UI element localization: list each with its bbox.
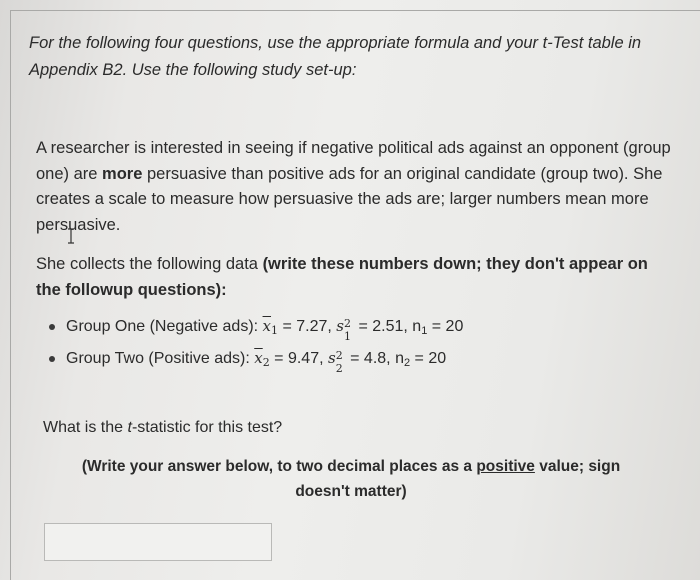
- group-one-variance-value: = 2.51,: [358, 318, 408, 335]
- group-two-mean-symbol: [254, 349, 269, 367]
- answer-input[interactable]: [44, 523, 272, 561]
- intro-line-2: Appendix B2. Use the following study set-up:: [29, 61, 357, 79]
- bullet-icon: [49, 324, 55, 330]
- group-two-n-index: 2: [403, 357, 411, 369]
- group-one-mean-letter: $\overline{x}$: [262, 317, 272, 335]
- group-two-n-value: = 20: [410, 350, 447, 367]
- text-cursor-icon: [67, 228, 75, 244]
- question-text-italic: t: [127, 419, 132, 436]
- group-two-variance-symbol: [327, 349, 346, 375]
- group-one-n-value: = 20: [427, 318, 464, 335]
- group-two-variance-letter: s: [327, 349, 336, 367]
- group-one-mean-symbol: [263, 317, 278, 335]
- group-one-variance-scripts: [344, 317, 354, 343]
- group-one-label: Group One (Negative ads):: [66, 318, 259, 335]
- bullet-icon: [49, 356, 55, 362]
- group-two-mean-index: 2: [262, 356, 270, 369]
- question-text: [43, 416, 282, 440]
- group-one-n-index: 1: [421, 325, 428, 337]
- group-one-variance-letter: s: [336, 317, 344, 335]
- group-two-item: [46, 345, 463, 377]
- group-one-variance-power: 2: [344, 317, 351, 330]
- group-two-variance-scripts: [335, 349, 346, 375]
- group-one-mean-index: 1: [271, 324, 279, 337]
- group-one-mean-value: = 7.27,: [282, 318, 332, 335]
- group-one-variance-index: 1: [344, 330, 351, 343]
- group-two-variance-power: 2: [335, 349, 343, 362]
- group-one-n: [412, 318, 463, 335]
- data-intro-paragraph: [36, 252, 676, 303]
- question-text-after: -statistic for this test?: [131, 419, 283, 436]
- intro-text: [29, 30, 679, 84]
- answer-instructions: [56, 454, 646, 504]
- group-two-label: Group Two (Positive ads):: [66, 350, 250, 367]
- group-two-mean-value: = 9.47,: [274, 350, 324, 367]
- instructions-underlined: positive: [476, 458, 535, 475]
- question-text-before: What is the: [43, 419, 128, 436]
- group-one-item: [46, 313, 463, 345]
- group-two-variance-value: = 4.8,: [350, 350, 391, 367]
- group-one-n-letter: n: [412, 318, 422, 335]
- group-two-mean-letter: $\overline{x}$: [254, 349, 263, 367]
- instructions-after: value; sign doesn't matter): [295, 458, 621, 500]
- intro-line-1: For the following four questions, use the appropriate formula and your t-Test table in: [29, 34, 642, 52]
- group-two-n-letter: n: [395, 350, 404, 367]
- scenario-part-1: A researcher is interested in seeing if negative political ads against an opponent (group one) are: [36, 139, 671, 183]
- group-two-n: [395, 350, 446, 367]
- scenario-emphasis: more: [102, 164, 143, 183]
- data-intro-lead: She collects the following data: [36, 255, 263, 273]
- instructions-before: (Write your answer below, to two decimal places as a: [81, 458, 477, 475]
- data-intro-note: (write these numbers down; they don't appear on the followup questions):: [36, 255, 648, 299]
- scenario-part-2: persuasive than positive ads for an original candidate (group two). She creates a scale to measure how persuasive the ads are; larger numbers mean more persuasive.: [36, 164, 663, 234]
- scenario-paragraph: [36, 136, 676, 238]
- group-two-variance-index: 2: [335, 362, 343, 375]
- group-one-variance-symbol: [336, 317, 354, 343]
- group-data-list: [46, 313, 463, 377]
